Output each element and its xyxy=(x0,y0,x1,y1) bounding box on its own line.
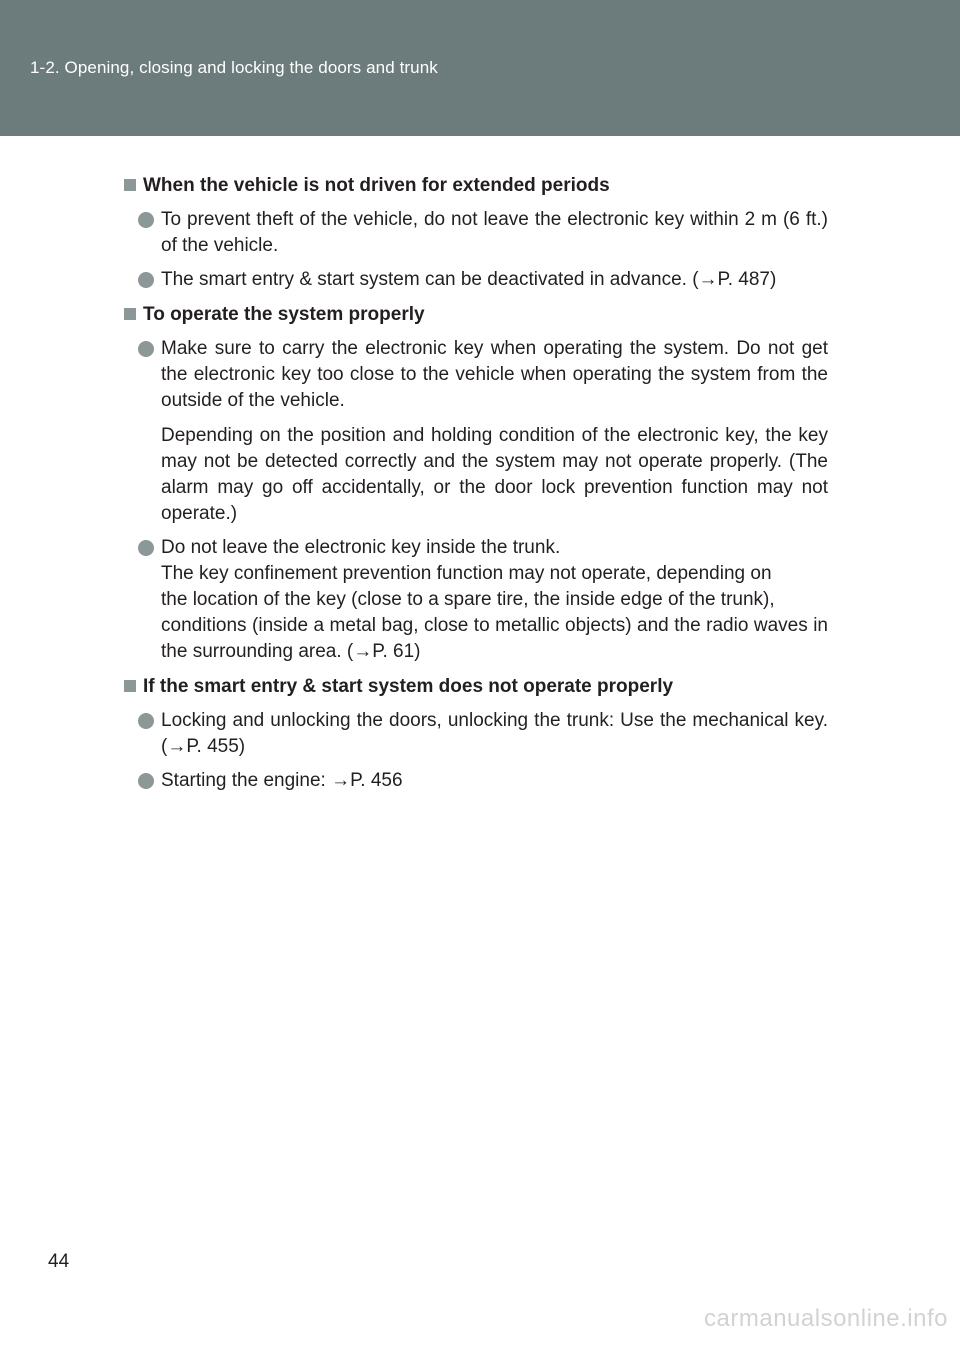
section-heading: To operate the system properly xyxy=(124,302,828,328)
square-bullet-icon xyxy=(124,179,136,191)
page-number: 44 xyxy=(48,1251,70,1272)
chapter-header xyxy=(0,0,960,136)
list-item: The smart entry & start system can be deactivated in advance. (→P. 487) xyxy=(124,267,828,293)
section-not-operating xyxy=(124,674,828,794)
round-bullet-icon xyxy=(138,773,154,789)
round-bullet-icon xyxy=(138,713,154,729)
round-bullet-icon xyxy=(138,212,154,228)
section-heading: When the vehicle is not driven for extended periods xyxy=(124,173,828,199)
page-content xyxy=(124,173,828,803)
section-heading: If the smart entry & start system does not operate properly xyxy=(124,674,828,700)
list-item: Locking and unlocking the doors, unlocking the trunk: Use the mechanical key. (→P. 455) xyxy=(124,708,828,760)
section-extended-periods xyxy=(124,173,828,293)
square-bullet-icon xyxy=(124,680,136,692)
square-bullet-icon xyxy=(124,308,136,320)
list-item: To prevent theft of the vehicle, do not leave the electronic key within 2 m (6 ft.) of the vehicle. xyxy=(124,207,828,259)
chapter-title: 1-2. Opening, closing and locking the doors and trunk xyxy=(30,58,438,77)
list-item: Do not leave the electronic key inside the trunk. The key confinement prevention function may not operate, depending on the location of the key (close to a spare tire, the inside edge of the trunk), conditions (inside a metal bag, close to metallic objects) and the radio waves in the surrounding area. (→P. 61) xyxy=(124,535,828,665)
round-bullet-icon xyxy=(138,272,154,288)
list-item: Make sure to carry the electronic key when operating the system. Do not get the electronic key too close to the vehicle when operating the system from the outside of the vehicle. Depending on the position and holding condition of the electronic key, the key may not be detected correctly and the system may not operate properly. (The alarm may go off accidentally, or the door lock prevention function may not operate.) xyxy=(124,336,828,527)
watermark: carmanualsonline.info xyxy=(704,1305,948,1332)
round-bullet-icon xyxy=(138,540,154,556)
round-bullet-icon xyxy=(138,341,154,357)
list-item: Starting the engine: →P. 456 xyxy=(124,768,828,794)
section-operate-properly xyxy=(124,302,828,665)
